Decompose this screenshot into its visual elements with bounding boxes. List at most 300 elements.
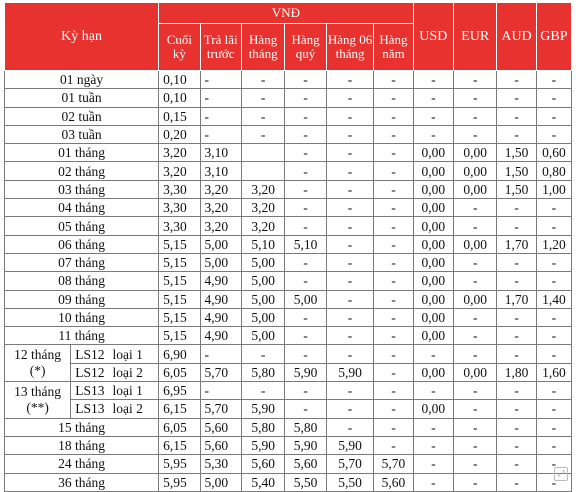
rate-cell: 5,00 (241, 253, 284, 271)
rate-cell: 0,00 (453, 235, 496, 253)
rate-cell: - (497, 71, 536, 89)
rate-cell: 5,80 (285, 418, 326, 436)
rate-cell: - (374, 71, 413, 89)
rate-cell: 5,50 (326, 473, 374, 491)
rate-cell: - (326, 253, 374, 271)
table-row (5, 418, 572, 436)
rate-cell: - (285, 89, 326, 107)
rate-cell: - (326, 327, 374, 345)
rate-cell: - (285, 272, 326, 290)
rate-cell: 0,00 (453, 180, 496, 198)
rate-cell: 0,10 (159, 71, 200, 89)
rate-cell: 3,20 (200, 199, 241, 217)
group-term-note: (*) (29, 363, 46, 379)
gbp-header: GBP (536, 3, 571, 71)
rate-cell: - (413, 125, 453, 143)
rate-cell: - (241, 125, 284, 143)
subtype-kind: loại 2 (112, 401, 143, 417)
rate-cell: - (536, 345, 571, 363)
rate-cell: - (453, 436, 496, 454)
column-header: Hàng quý (285, 24, 326, 71)
rate-cell: - (536, 253, 571, 271)
table-row (5, 144, 572, 162)
term-cell: 11 tháng (5, 327, 159, 345)
rate-cell: 5,15 (159, 272, 200, 290)
rate-cell: 5,70 (200, 400, 241, 418)
rate-cell: 0,00 (453, 363, 496, 381)
rate-cell: - (326, 89, 374, 107)
rate-cell: - (453, 345, 496, 363)
rate-cell: - (453, 272, 496, 290)
rate-cell: - (374, 290, 413, 308)
rate-cell: 1,50 (497, 180, 536, 198)
rate-cell: 0,10 (159, 89, 200, 107)
rate-cell: - (497, 89, 536, 107)
rate-cell: 0,00 (413, 253, 453, 271)
rate-cell: - (374, 272, 413, 290)
subtype-cell (71, 345, 159, 363)
rate-cell: - (536, 199, 571, 217)
expand-icon[interactable]: ⤢ (554, 467, 568, 481)
rate-cell: - (497, 125, 536, 143)
rate-cell: - (453, 125, 496, 143)
subtype-code: LS12 (75, 346, 105, 362)
rate-cell: - (326, 217, 374, 235)
rate-cell: 0,00 (413, 290, 453, 308)
rate-cell: - (374, 199, 413, 217)
rate-cell: 5,00 (241, 272, 284, 290)
table-row (5, 71, 572, 89)
table-row (5, 308, 572, 326)
rate-cell: - (374, 436, 413, 454)
rate-cell: 6,05 (159, 363, 200, 381)
rate-cell: - (453, 89, 496, 107)
table-row (5, 382, 572, 400)
rate-cell: - (374, 217, 413, 235)
term-cell: 01 tháng (5, 144, 159, 162)
term-header: Kỳ hạn (5, 3, 159, 71)
rate-cell: - (497, 327, 536, 345)
rate-cell: 5,60 (200, 436, 241, 454)
rate-cell: - (326, 382, 374, 400)
rate-cell: - (413, 455, 453, 473)
term-cell: 01 ngày (5, 71, 159, 89)
rate-cell: - (285, 382, 326, 400)
rate-cell: - (374, 162, 413, 180)
group-term-cell (5, 382, 71, 419)
rate-cell: - (285, 71, 326, 89)
table-row (5, 272, 572, 290)
rate-cell: - (285, 308, 326, 326)
rate-cell: - (326, 199, 374, 217)
rate-cell: 0,20 (159, 125, 200, 143)
table-row (5, 217, 572, 235)
rate-cell: 1,60 (536, 363, 571, 381)
rate-cell: 0,80 (536, 162, 571, 180)
group-term-cell (5, 345, 71, 382)
rate-cell: - (453, 382, 496, 400)
rate-cell: - (497, 436, 536, 454)
rate-cell: - (200, 89, 241, 107)
rate-cell: - (497, 345, 536, 363)
rate-cell: 0,00 (413, 363, 453, 381)
table-row (5, 400, 572, 418)
rate-cell: - (326, 308, 374, 326)
rate-cell: 5,30 (200, 455, 241, 473)
table-row (5, 290, 572, 308)
rate-cell: - (241, 71, 284, 89)
rate-cell: 6,05 (159, 418, 200, 436)
table-row (5, 162, 572, 180)
rate-cell: 0,00 (453, 144, 496, 162)
rate-cell: 1,50 (497, 162, 536, 180)
subtype-kind: loại 1 (112, 383, 143, 399)
rate-cell: - (285, 253, 326, 271)
group-term-label: 13 tháng (14, 383, 62, 399)
rate-cell: 3,20 (200, 180, 241, 198)
rate-cell: - (453, 418, 496, 436)
rate-cell: 5,70 (374, 455, 413, 473)
rate-cell: - (200, 125, 241, 143)
rate-cell: 3,10 (200, 162, 241, 180)
rate-cell: - (285, 125, 326, 143)
rate-cell: 0,00 (413, 144, 453, 162)
rate-cell: - (497, 107, 536, 125)
rate-cell: 4,90 (200, 308, 241, 326)
rate-cell: 0,00 (413, 217, 453, 235)
table-row (5, 455, 572, 473)
rate-cell: 5,00 (241, 290, 284, 308)
rate-cell: - (200, 71, 241, 89)
rate-cell: - (326, 400, 374, 418)
rate-cell: - (326, 290, 374, 308)
rate-cell: 5,90 (241, 436, 284, 454)
rate-cell: 5,80 (241, 418, 284, 436)
rate-cell: 4,90 (200, 272, 241, 290)
subtype-cell (71, 382, 159, 400)
rate-cell: - (497, 272, 536, 290)
interest-rate-table-frame (4, 2, 576, 490)
rate-cell: 1,70 (497, 235, 536, 253)
table-row (5, 107, 572, 125)
rate-cell: 5,00 (200, 235, 241, 253)
term-cell: 06 tháng (5, 235, 159, 253)
rate-cell (241, 144, 284, 162)
rate-cell: 0,00 (453, 162, 496, 180)
rate-cell: 0,00 (413, 308, 453, 326)
rate-cell: - (413, 382, 453, 400)
rate-cell: 3,20 (200, 217, 241, 235)
rate-cell: 5,60 (285, 455, 326, 473)
term-cell: 09 tháng (5, 290, 159, 308)
rate-cell: - (536, 400, 571, 418)
rate-cell: - (200, 382, 241, 400)
rate-cell: 5,15 (159, 327, 200, 345)
rate-cell: - (536, 107, 571, 125)
subtype-code: LS13 (75, 401, 105, 417)
subtype-cell (71, 400, 159, 418)
table-row (5, 436, 572, 454)
subtype-kind: loại 1 (112, 346, 143, 362)
term-cell: 03 tháng (5, 180, 159, 198)
rate-cell: 6,90 (159, 345, 200, 363)
rate-cell: 3,20 (159, 144, 200, 162)
rate-cell: - (285, 199, 326, 217)
rate-cell: 3,20 (241, 180, 284, 198)
rate-cell: - (453, 455, 496, 473)
vnd-header: VNĐ (159, 3, 413, 24)
rate-cell: 5,95 (159, 455, 200, 473)
column-header: Cuối kỳ (159, 24, 200, 71)
rate-cell: - (497, 217, 536, 235)
rate-cell: - (413, 418, 453, 436)
rate-cell: - (453, 327, 496, 345)
rate-cell: - (453, 71, 496, 89)
rate-cell: - (326, 107, 374, 125)
rate-cell: 5,15 (159, 290, 200, 308)
subtype-cell (71, 363, 159, 381)
rate-cell: - (326, 125, 374, 143)
aud-header: AUD (497, 3, 536, 71)
rate-cell: - (241, 345, 284, 363)
rate-cell: - (285, 180, 326, 198)
term-cell: 03 tuần (5, 125, 159, 143)
term-cell: 24 tháng (5, 455, 159, 473)
rate-cell: - (497, 418, 536, 436)
table-row (5, 89, 572, 107)
rate-cell: - (241, 107, 284, 125)
rate-cell: - (374, 363, 413, 381)
rate-cell: - (285, 144, 326, 162)
rate-cell: 6,15 (159, 436, 200, 454)
rate-cell: 5,00 (241, 308, 284, 326)
rate-cell: - (374, 235, 413, 253)
rate-cell: - (413, 345, 453, 363)
rate-cell: 6,95 (159, 382, 200, 400)
column-header: Hàng 06 tháng (326, 24, 374, 71)
rate-cell: 5,10 (241, 235, 284, 253)
subtype-code: LS12 (75, 364, 105, 380)
rate-cell: - (413, 107, 453, 125)
rate-cell: 5,60 (200, 418, 241, 436)
rate-cell: 3,10 (200, 144, 241, 162)
rate-cell: 5,80 (241, 363, 284, 381)
rate-cell: - (326, 272, 374, 290)
rate-cell: 0,15 (159, 107, 200, 125)
rate-cell (241, 162, 284, 180)
rate-cell: - (497, 455, 536, 473)
rate-cell: 0,00 (413, 327, 453, 345)
rate-cell: - (326, 144, 374, 162)
rate-cell: 5,70 (200, 363, 241, 381)
group-term-note: (**) (26, 399, 49, 415)
rate-cell: - (200, 107, 241, 125)
rate-cell: 0,60 (536, 144, 571, 162)
term-cell: 18 tháng (5, 436, 159, 454)
rate-cell: - (200, 345, 241, 363)
rate-cell: - (326, 345, 374, 363)
column-header: Hàng năm (374, 24, 413, 71)
rate-cell: 5,10 (285, 235, 326, 253)
rate-cell: 3,20 (241, 217, 284, 235)
rate-cell: - (326, 235, 374, 253)
rate-cell: 5,95 (159, 473, 200, 491)
rate-cell: 4,90 (200, 290, 241, 308)
rate-cell: - (497, 308, 536, 326)
rate-cell: - (374, 180, 413, 198)
rate-cell: - (285, 162, 326, 180)
rate-cell: 5,90 (285, 436, 326, 454)
rate-cell: - (497, 382, 536, 400)
rate-cell: - (536, 217, 571, 235)
rate-rows (5, 71, 572, 492)
rate-cell: - (497, 253, 536, 271)
group-term-label: 12 tháng (14, 347, 62, 363)
term-cell: 08 tháng (5, 272, 159, 290)
rate-cell: - (453, 400, 496, 418)
rate-cell: 5,60 (241, 455, 284, 473)
table-row (5, 199, 572, 217)
table-row (5, 180, 572, 198)
rate-cell: 5,00 (241, 327, 284, 345)
term-cell: 36 tháng (5, 473, 159, 491)
rate-cell: 1,70 (497, 290, 536, 308)
rate-cell: 5,50 (285, 473, 326, 491)
rate-cell: 1,00 (536, 180, 571, 198)
rate-cell: 3,30 (159, 217, 200, 235)
interest-rate-table (4, 2, 572, 492)
rate-cell: 5,90 (326, 436, 374, 454)
rate-cell: - (374, 345, 413, 363)
rate-cell: - (536, 382, 571, 400)
rate-cell: 5,00 (200, 253, 241, 271)
rate-cell: - (285, 107, 326, 125)
rate-cell: 3,20 (159, 162, 200, 180)
rate-cell: - (285, 217, 326, 235)
usd-header: USD (413, 3, 453, 71)
eur-header: EUR (453, 3, 496, 71)
rate-cell: - (453, 308, 496, 326)
rate-cell: 5,70 (326, 455, 374, 473)
term-cell: 10 tháng (5, 308, 159, 326)
rate-cell: - (497, 400, 536, 418)
rate-cell: 5,15 (159, 253, 200, 271)
rate-cell: 0,00 (413, 162, 453, 180)
rate-cell: 5,90 (285, 363, 326, 381)
rate-cell: - (285, 327, 326, 345)
rate-cell: 3,30 (159, 180, 200, 198)
rate-cell: - (326, 71, 374, 89)
rate-cell: - (536, 125, 571, 143)
rate-cell: 1,80 (497, 363, 536, 381)
term-cell: 01 tuần (5, 89, 159, 107)
table-row (5, 235, 572, 253)
rate-cell: 1,20 (536, 235, 571, 253)
rate-cell: - (453, 107, 496, 125)
rate-cell: - (326, 180, 374, 198)
rate-cell: - (374, 253, 413, 271)
rate-cell: - (413, 71, 453, 89)
rate-cell: - (453, 199, 496, 217)
table-row (5, 345, 572, 363)
rate-cell: 0,00 (453, 290, 496, 308)
rate-cell: - (413, 436, 453, 454)
rate-cell: - (536, 89, 571, 107)
rate-cell: - (241, 89, 284, 107)
term-cell: 02 tuần (5, 107, 159, 125)
rate-cell: - (453, 253, 496, 271)
rate-cell: 0,00 (413, 400, 453, 418)
rate-cell: - (536, 436, 571, 454)
rate-cell: - (453, 217, 496, 235)
table-row (5, 253, 572, 271)
rate-cell: 5,90 (326, 363, 374, 381)
rate-cell: 0,00 (413, 180, 453, 198)
rate-cell: 0,00 (413, 235, 453, 253)
rate-cell: - (497, 473, 536, 491)
rate-cell: - (374, 382, 413, 400)
rate-cell: - (374, 400, 413, 418)
rate-cell: - (285, 345, 326, 363)
rate-cell: - (374, 418, 413, 436)
rate-cell: - (374, 125, 413, 143)
table-row (5, 327, 572, 345)
rate-cell: 3,20 (241, 199, 284, 217)
rate-cell: 0,00 (413, 199, 453, 217)
rate-cell: 3,30 (159, 199, 200, 217)
rate-cell: - (326, 162, 374, 180)
term-cell: 05 tháng (5, 217, 159, 235)
rate-cell: - (241, 382, 284, 400)
rate-cell: 1,40 (536, 290, 571, 308)
rate-cell: - (326, 418, 374, 436)
rate-cell: 5,90 (241, 400, 284, 418)
rate-cell: 0,00 (413, 272, 453, 290)
rate-cell: - (374, 308, 413, 326)
rate-cell: 1,50 (497, 144, 536, 162)
rate-cell: - (374, 327, 413, 345)
rate-cell: - (374, 144, 413, 162)
rate-cell: - (536, 308, 571, 326)
table-row (5, 125, 572, 143)
rate-cell: - (536, 71, 571, 89)
subtype-code: LS13 (75, 383, 105, 399)
term-cell: 04 tháng (5, 199, 159, 217)
table-row (5, 363, 572, 381)
rate-cell: - (536, 455, 571, 473)
rate-cell: 5,00 (285, 290, 326, 308)
rate-cell: - (413, 473, 453, 491)
column-header: Trả lãi trước (200, 24, 241, 71)
rate-cell: 6,15 (159, 400, 200, 418)
rate-cell: - (374, 107, 413, 125)
rate-cell: - (536, 418, 571, 436)
term-cell: 02 tháng (5, 162, 159, 180)
term-cell: 07 tháng (5, 253, 159, 271)
rate-cell: - (536, 473, 571, 491)
rate-cell: - (374, 89, 413, 107)
rate-cell: - (497, 199, 536, 217)
rate-cell: 4,90 (200, 327, 241, 345)
rate-cell: - (536, 272, 571, 290)
rate-cell: - (453, 473, 496, 491)
rate-cell: - (536, 327, 571, 345)
subtype-kind: loại 2 (112, 364, 143, 380)
rate-cell: 5,15 (159, 235, 200, 253)
column-header: Hàng tháng (241, 24, 284, 71)
rate-cell: 5,00 (200, 473, 241, 491)
rate-cell: 5,40 (241, 473, 284, 491)
